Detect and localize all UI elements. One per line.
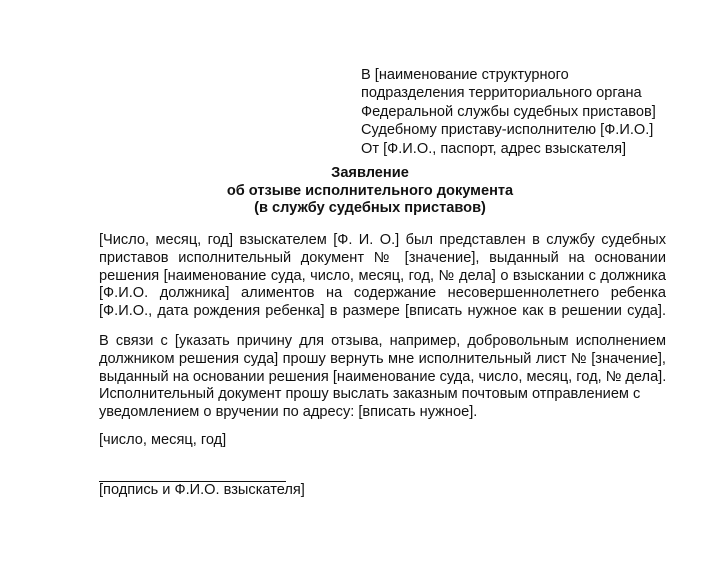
title-line: (в службу судебных приставов)	[254, 200, 486, 217]
paragraph-line: [Число, месяц, год] взыскателем [Ф. И. О.] был представлен в службу судебных	[99, 232, 666, 248]
addressee-line: От [Ф.И.О., паспорт, адрес взыскателя]	[361, 140, 627, 157]
addressee-line: Федеральной службы судебных приставов]	[361, 103, 656, 120]
paragraph-line: В связи с [указать причину для отзыва, например, добровольным исполнением	[99, 333, 666, 349]
paragraph-line: должником решения суда] прошу вернуть мне исполнительный лист № [значение],	[99, 350, 666, 367]
date-placeholder: [число, месяц, год]	[99, 432, 227, 448]
title-line: об отзыве исполнительного документа	[226, 182, 514, 199]
paragraph-line: выданный на основании решения [наименование суда, число, месяц, год, № дела].	[99, 368, 667, 385]
title-line: Заявление	[331, 165, 409, 181]
addressee-line: подразделения территориального органа	[361, 85, 642, 102]
paragraph-line: Исполнительный документ прошу выслать заказным почтовым отправлением с	[99, 386, 641, 403]
paragraph-2	[99, 333, 666, 422]
addressee-line: В [наименование структурного	[361, 67, 569, 83]
addressee-line: Судебному приставу-исполнителю [Ф.И.О.]	[361, 122, 654, 139]
addressee-block	[361, 66, 656, 158]
paragraph-line: [Ф.И.О., дата рождения ребенка] в размере [вписать нужное как в решении суда].	[99, 303, 666, 320]
paragraph-line: уведомлением о вручении по адресу: [вписать нужное].	[99, 404, 478, 421]
paragraph-line: решения [наименование суда, число, месяц, год, № дела] о взыскании с должника	[99, 267, 666, 284]
document-title	[200, 165, 540, 218]
paragraph-line: приставов исполнительный документ № [значение], выданный на основании	[99, 249, 666, 266]
paragraph-1	[99, 232, 666, 321]
signature-label: [подпись и Ф.И.О. взыскателя]	[99, 482, 305, 498]
paragraph-line: [Ф.И.О. должника] алиментов на содержание несовершеннолетнего ребенка	[99, 285, 666, 302]
